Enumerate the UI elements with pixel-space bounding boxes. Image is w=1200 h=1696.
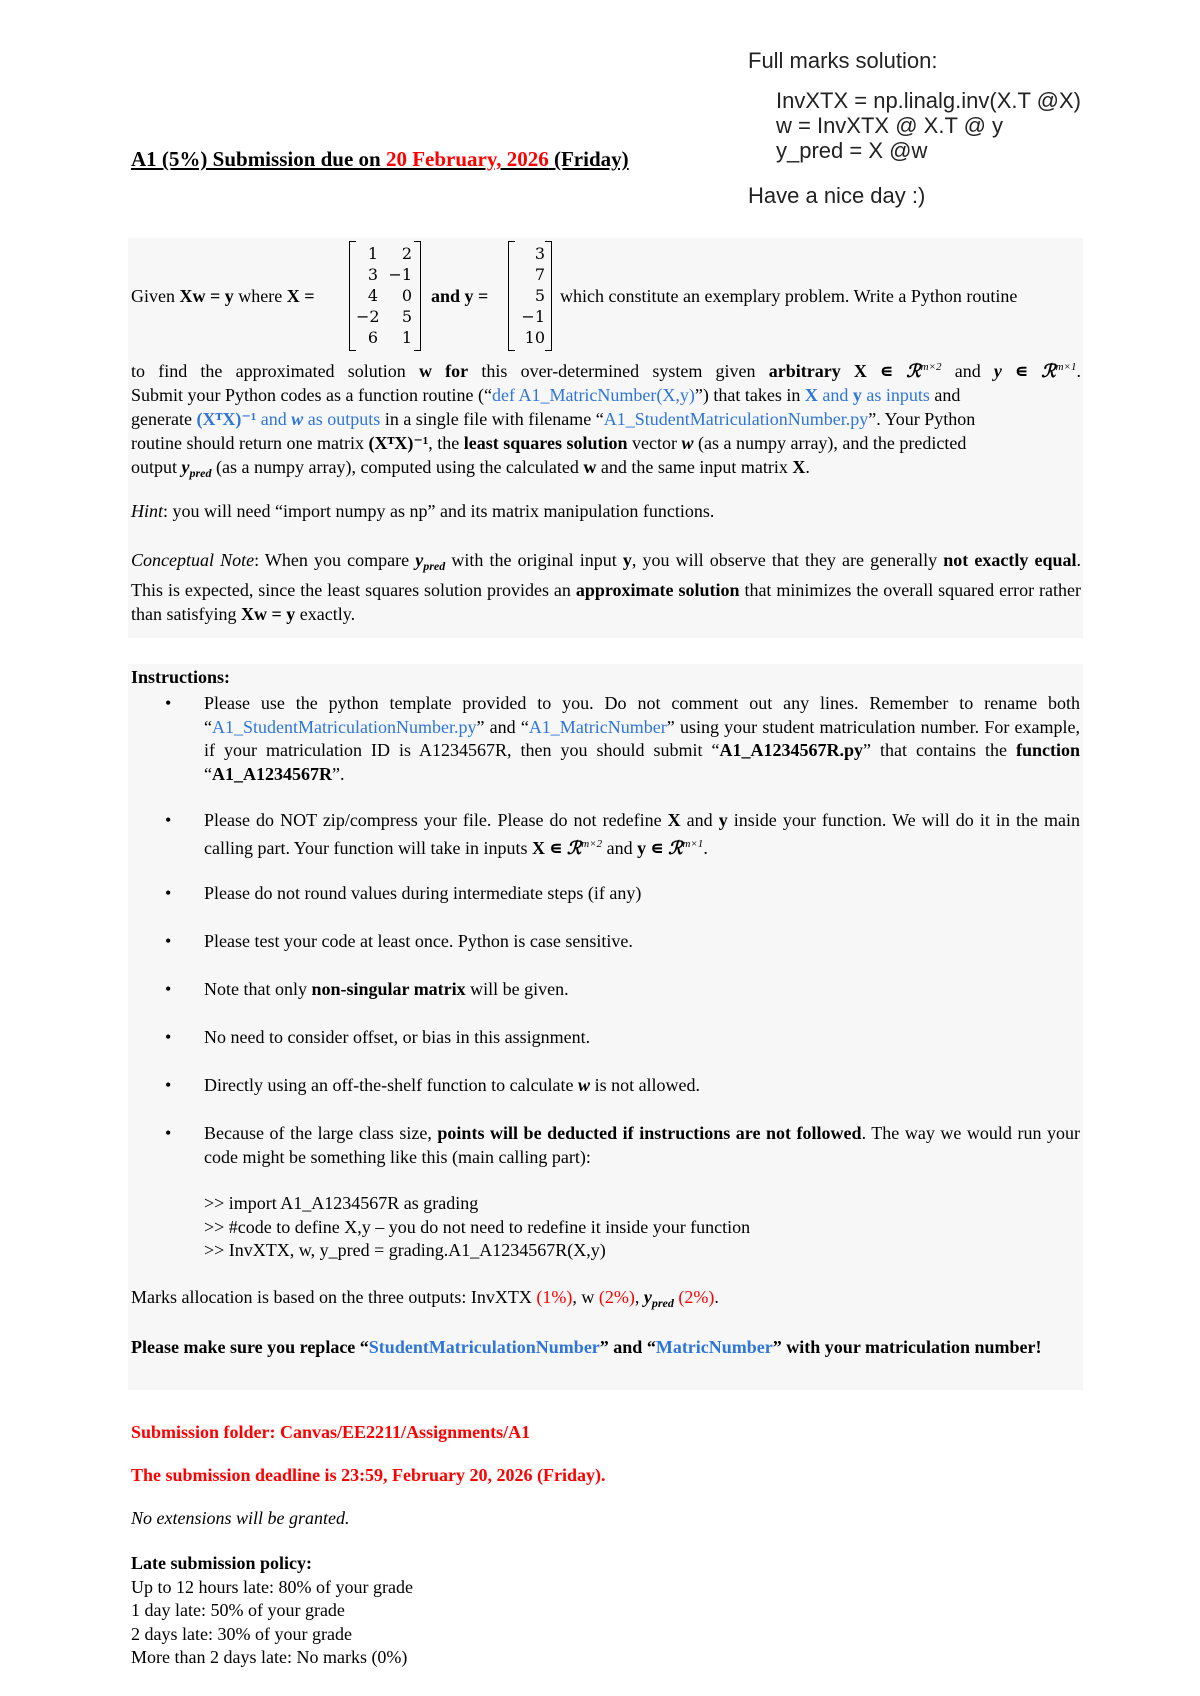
- matrix-cell: −1: [388, 265, 412, 284]
- bullet-icon: •: [165, 883, 172, 903]
- code-line: >> #code to define X,y – you do not need to redefine it inside your function: [204, 1216, 751, 1237]
- instruction-item: Please do NOT zip/compress your file. Please do not redefine X and y inside your function. We will do it in the main calling part. Your function will take in inputs X ∊ ℛ$^{m\times 2}$ and y ∊ ℛ$^{m\times 1}$.: [204, 810, 1080, 858]
- late-policy-line: 1 day late: 50% of your grade: [131, 1600, 345, 1620]
- matrix-cell: 1: [367, 244, 378, 263]
- marks-allocation: Marks allocation is based on the three outputs: InvXTX (1%), w (2%), $y_{pred}$ (2%).: [131, 1287, 719, 1310]
- instructions-title: Instructions:: [131, 667, 231, 687]
- vector-cell: 10: [524, 328, 545, 347]
- vector-cell: 7: [534, 265, 545, 284]
- exemplary-text: which constitute an exemplary problem. Write a Python routine: [560, 286, 1018, 306]
- matrix-cell: 2: [401, 244, 412, 263]
- matrix-cell: 4: [367, 286, 378, 305]
- instruction-item: Note that only non-singular matrix will be given.: [204, 979, 569, 999]
- function-signature: def A1_MatricNumber(X,y): [491, 385, 695, 405]
- and-y-label: and y =: [431, 286, 489, 306]
- bullet-icon: •: [165, 931, 172, 951]
- code-line: >> InvXTX, w, y_pred = grading.A1_A1234567R(X,y): [204, 1240, 606, 1260]
- submission-deadline: The submission deadline is 23:59, February 20, 2026 (Friday).: [131, 1465, 606, 1485]
- late-policy-line: Up to 12 hours late: 80% of your grade: [131, 1576, 413, 1597]
- vector-cell: −1: [521, 307, 545, 326]
- code-example: [204, 1192, 750, 1263]
- reminder: Please make sure you replace “StudentMatriculationNumber” and “MatricNumber” with your matriculation number!: [131, 1337, 1042, 1357]
- submission-folder: Submission folder: Canvas/EE2211/Assignments/A1: [131, 1422, 531, 1442]
- late-policy-title: Late submission policy:: [131, 1553, 313, 1573]
- filename: A1_StudentMatriculationNumber.py: [603, 409, 869, 429]
- hint: Hint: you will need “import numpy as np” and its matrix manipulation functions.: [131, 501, 715, 521]
- matrix-cell: 3: [367, 265, 378, 284]
- code-line: w = InvXTX @ X.T @ y: [776, 113, 1004, 138]
- bullet-icon: •: [165, 979, 172, 999]
- matrix-cell: 0: [401, 286, 412, 305]
- code-line: InvXTX = np.linalg.inv(X.T @X): [776, 88, 1081, 113]
- code-line: y_pred = X @w: [776, 138, 928, 163]
- late-policy-line: 2 days late: 30% of your grade: [131, 1623, 352, 1644]
- vector-y: [508, 241, 552, 351]
- solution-code: [776, 88, 1081, 163]
- bullet-icon: •: [165, 810, 172, 830]
- late-policy: [131, 1552, 413, 1670]
- instruction-item: No need to consider offset, or bias in this assignment.: [204, 1027, 591, 1047]
- vector-cell: 3: [534, 244, 545, 263]
- matrix-x: [349, 241, 421, 351]
- instruction-item: Directly using an off-the-shelf function to calculate w is not allowed.: [204, 1075, 701, 1095]
- solution-title: Full marks solution:: [748, 48, 938, 73]
- vector-cell: 5: [534, 286, 545, 305]
- instruction-item: Please do not round values during intermediate steps (if any): [204, 883, 642, 903]
- solution-note: [748, 48, 1081, 209]
- matrix-cell: 5: [401, 307, 412, 326]
- no-extensions: No extensions will be granted.: [131, 1508, 350, 1528]
- instruction-item: Please test your code at least once. Python is case sensitive.: [204, 931, 633, 951]
- bullet-icon: •: [165, 1027, 172, 1047]
- bullet-icon: •: [165, 1123, 172, 1143]
- bullet-icon: •: [165, 1075, 172, 1095]
- problem-paragraph: to find the approximated solution w for this over-determined system given arbitrary X ∊ ℛ$^{m\times 2}$ and y ∊ ℛ$^{m\times 1}$. Submit your Python codes as a function routine (“def A1_MatricNumber(X,y)”) that takes in X and y as inputs and generate (XᵀX)⁻¹ and w as outputs in a single file with filename “A1_StudentMatriculationNumber.py”. Your Python routine should return one matrix (XᵀX)⁻¹, the least squares solution vector w (as a numpy array), and the predicted output $y_{pred}$ (as a numpy array), computed using the calculated w and the same input matrix X.: [131, 361, 1081, 480]
- matrix-cell: 1: [401, 328, 412, 347]
- due-date: 20 February, 2026: [385, 147, 549, 171]
- late-policy-line: More than 2 days late: No marks (0%): [131, 1647, 408, 1667]
- given-label: Given Xw = y where X =: [131, 286, 315, 306]
- matrix-cell: −2: [356, 307, 380, 326]
- code-line: >> import A1_A1234567R as grading: [204, 1193, 479, 1213]
- instruction-item: Because of the large class size, points will be deducted if instructions are not followed. The way we would run your code might be something like this (main calling part):: [204, 1123, 1081, 1167]
- instruction-item: Please use the python template provided to you. Do not comment out any lines. Remember to rename both “A1_StudentMatriculationNumber.py” and “A1_MatricNumber” using your student matriculation number. For example, if your matriculation ID is A1234567R, then you should submit “A1_A1234567R.py” that contains the function “A1_A1234567R”.: [204, 693, 1081, 784]
- bullet-icon: •: [165, 693, 172, 713]
- conceptual-note: Conceptual Note: When you compare $y_{pred}$ with the original input y, you will observe that they are generally not exactly equal. This is expected, since the least squares solution provides an approximate solution that minimizes the overall squared error rather than satisfying Xw = y exactly.: [131, 550, 1081, 624]
- matrix-cell: 6: [367, 328, 378, 347]
- page-title: A1 (5%) Submission due on 20 February, 2026 (Friday): [131, 147, 629, 171]
- closing-note: Have a nice day :): [748, 183, 926, 208]
